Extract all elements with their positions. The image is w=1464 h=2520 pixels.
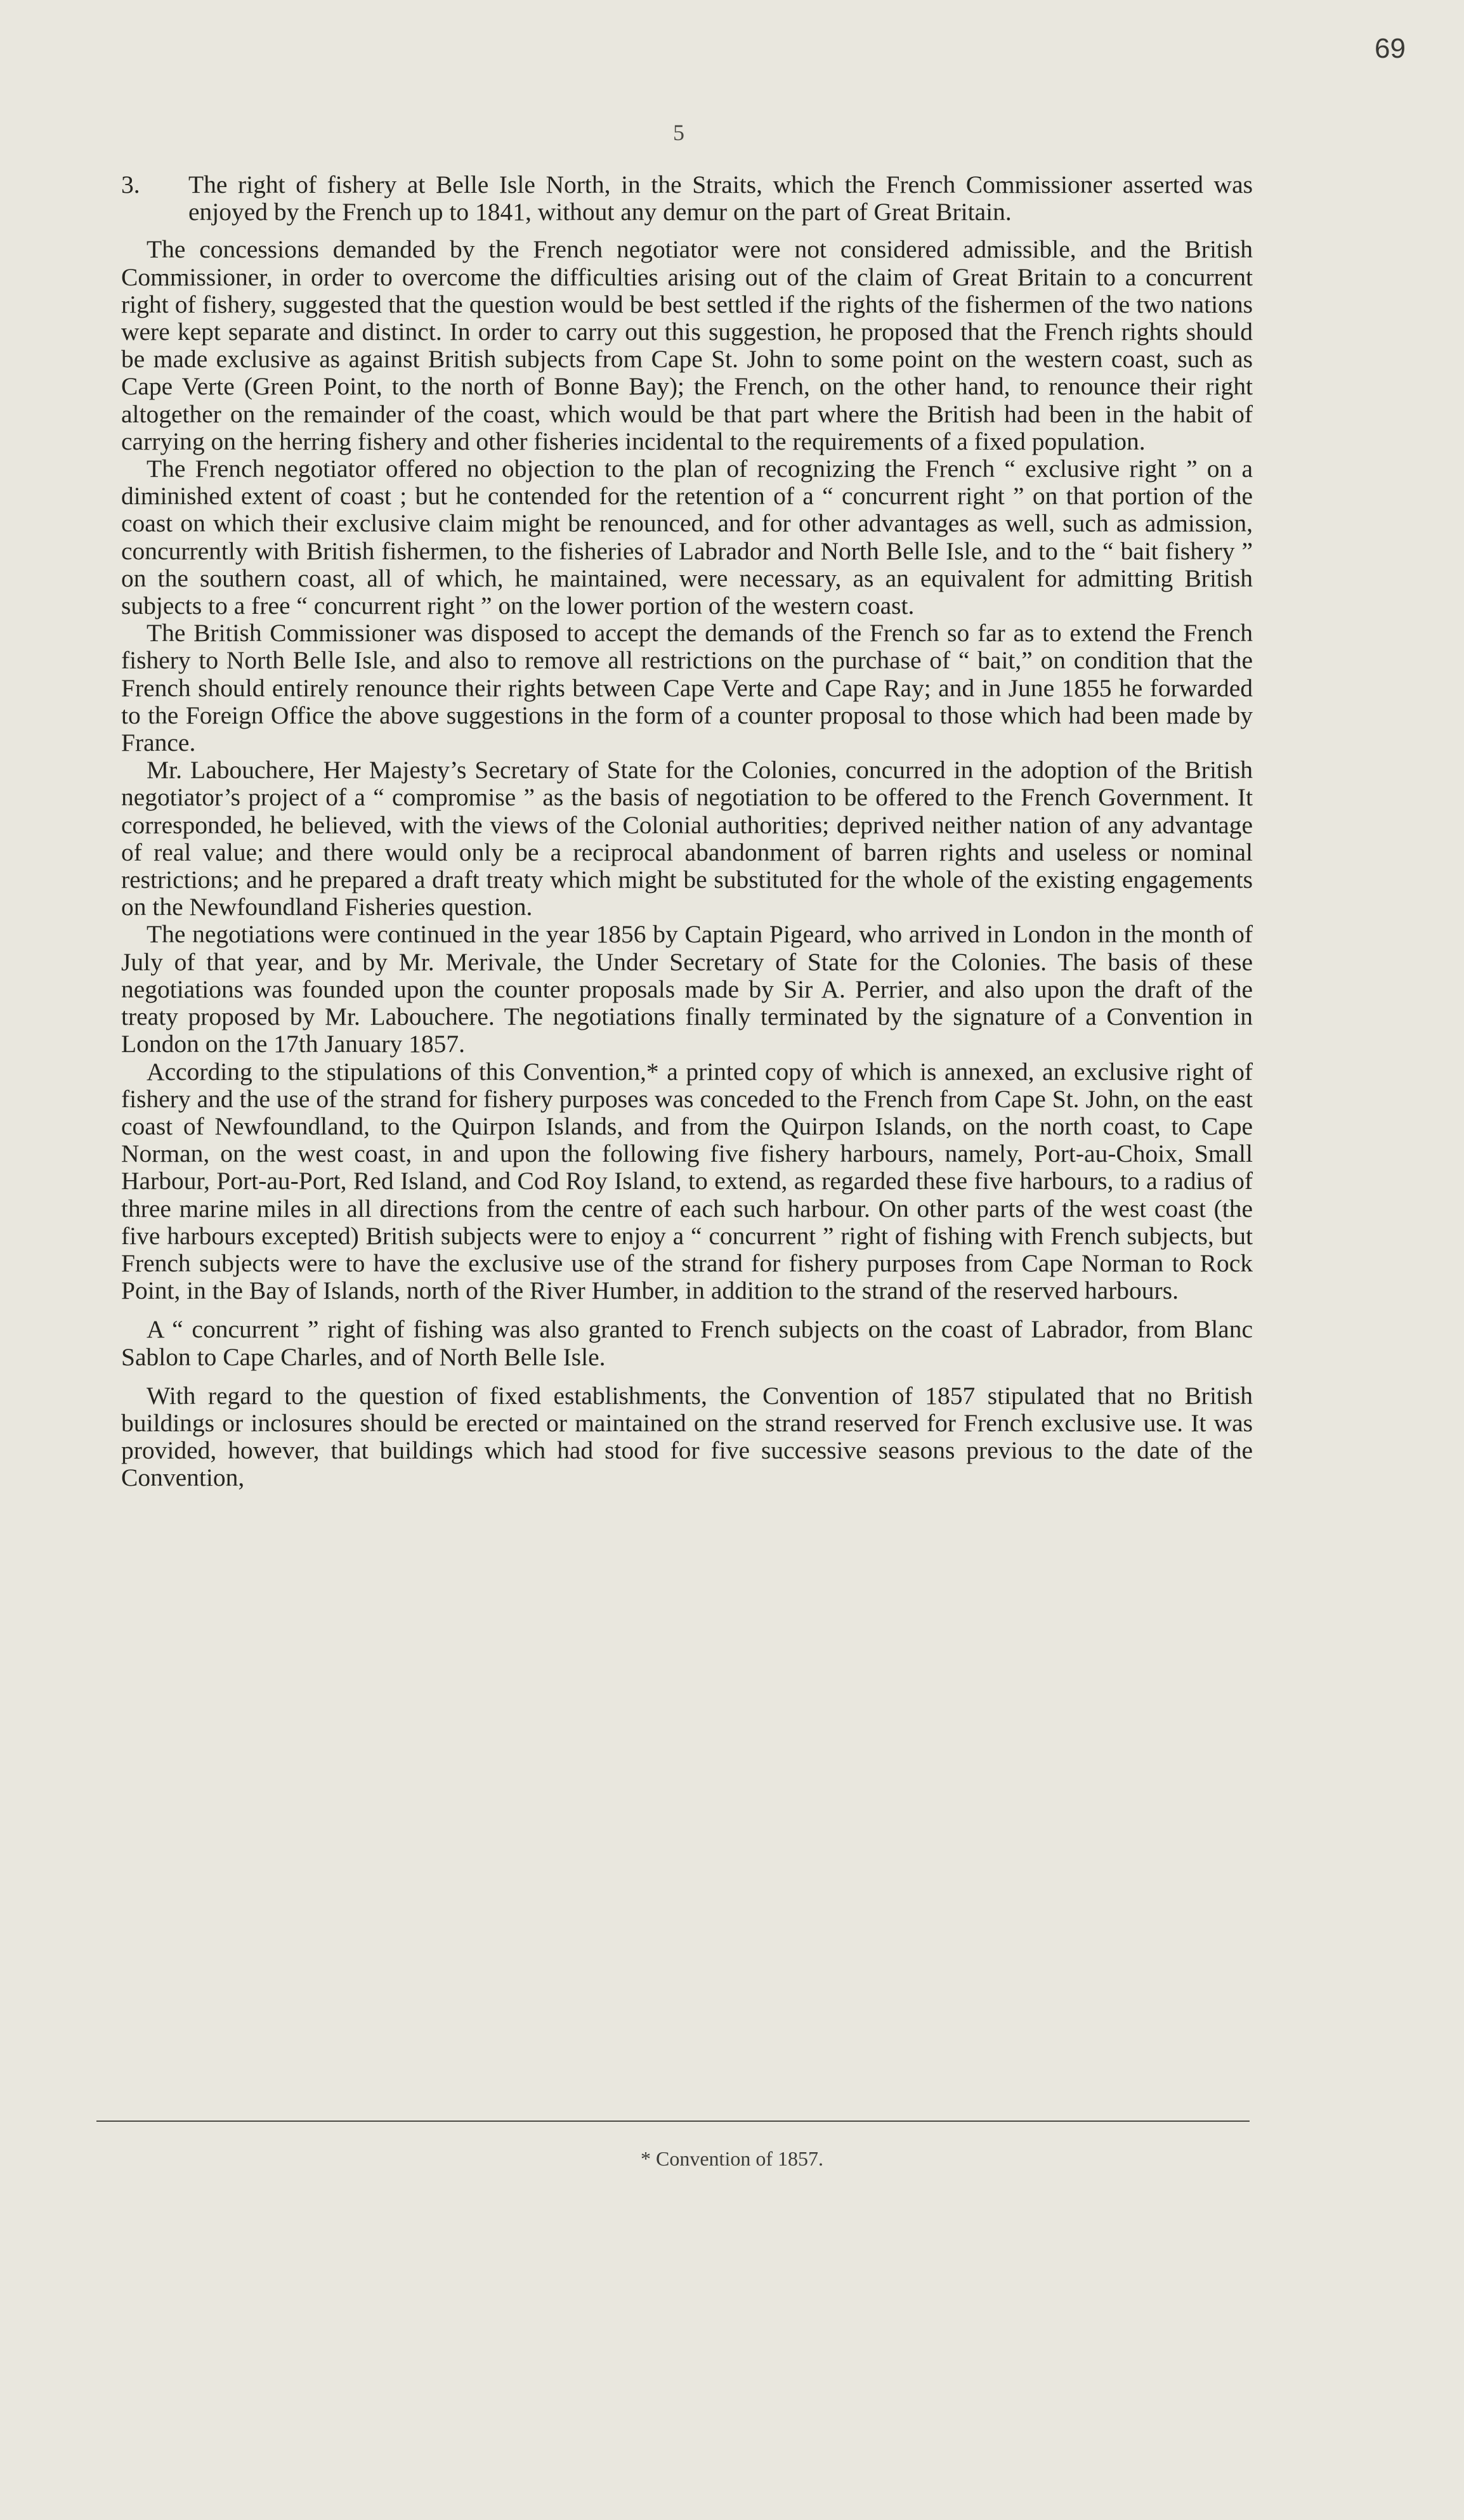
item-number: 3. [121, 171, 140, 198]
footnote: * Convention of 1857. [641, 2147, 823, 2170]
footnote-divider [96, 2121, 1250, 2122]
paragraph: The concessions demanded by the French negotiator were not considered admissible, and the British Commissioner, in order to overcome the difficulties arising out of the claim of Great Britain to a concurrent right of fishery, suggested that the question would be best settled if the rights of the fishermen of the two nations were kept separate and distinct. In order to carry out this suggestion, he proposed that the French rights should be made exclusive as against British subjects from Cape St. John to some point on the western coast, such as Cape Verte (Green Point, to the north of Bonne Bay); the French, on the other hand, to renounce their right altogether on the remainder of the coast, which would be that part where the British had been in the habit of carrying on the herring fishery and other fisheries incidental to the requirements of a fixed population. [121, 235, 1253, 455]
paragraph: With regard to the question of fixed establishments, the Convention of 1857 stipulated that no British buildings or inclosures should be erected or maintained on the strand reserved for French exclusive use. It was provided, however, that buildings which had stood for five successive seasons previous to the date of the Convention, [121, 1381, 1253, 1492]
paragraph: According to the stipulations of this Convention,* a printed copy of which is annexed, an exclusive right of fishery and the use of the strand for fishery purposes was conceded to the French from Cape St. John, on the east coast of Newfoundland, to the Quirpon Islands, and from the Quirpon Islands, on the north coast, to Cape Norman, on the west coast, in and upon the following five fishery harbours, namely, Port-au-Choix, Small Harbour, Port-au-Port, Red Island, and Cod Roy Island, to extend, as regarded these five harbours, to a radius of three marine miles in all directions from the centre of each such harbour. On other parts of the west coast (the five harbours excepted) British subjects were to enjoy a “ concurrent ” right of fishing with French subjects, but French subjects were to have the exclusive use of the strand for fishery purposes from Cape Norman to Rock Point, in the Bay of Islands, north of the River Humber, in addition to the strand of the reserved harbours. [121, 1057, 1253, 1305]
page-number: 5 [673, 120, 684, 145]
item-text: The right of fishery at Belle Isle North, in the Straits, which the French Commissioner asserted was enjoyed by the French up to 1841, without any demur on the part of Great Britain. [188, 171, 1253, 226]
archive-page-number: 69 [1375, 33, 1406, 64]
numbered-item [121, 171, 1253, 226]
paragraph: The negotiations were continued in the year 1856 by Captain Pigeard, who arrived in London in the month of July of that year, and by Mr. Merivale, the Under Secretary of State for the Colonies. The basis of these negotiations was founded upon the counter proposals made by Sir A. Perrier, and also upon the draft of the treaty proposed by Mr. Labouchere. The negotiations finally terminated by the signature of a Convention in London on the 17th January 1857. [121, 920, 1253, 1058]
paragraph: Mr. Labouchere, Her Majesty’s Secretary of State for the Colonies, concurred in the adoption of the British negotiator’s project of a “ compromise ” as the basis of negotiation to be offered to the French Government. It corresponded, he believed, with the views of the Colonial authorities; deprived neither nation of any advantage of real value; and there would only be a reciprocal abandonment of barren rights and useless or nominal restrictions; and he prepared a draft treaty which might be substituted for the whole of the existing engagements on the Newfoundland Fisheries question. [121, 756, 1253, 921]
paragraph: The French negotiator offered no objection to the plan of recognizing the French “ exclusive right ” on a diminished extent of coast ; but he contended for the retention of a “ concurrent right ” on that portion of the coast on which their exclusive claim might be renounced, and for other advantages as well, such as admission, concurrently with British fishermen, to the fisheries of Labrador and North Belle Isle, and to the “ bait fishery ” on the southern coast, all of which, he maintained, were necessary, as an equivalent for admitting British subjects to a free “ concurrent right ” on the lower portion of the western coast. [121, 455, 1253, 620]
paragraph: A “ concurrent ” right of fishing was also granted to French subjects on the coast of Labrador, from Blanc Sablon to Cape Charles, and of North Belle Isle. [121, 1315, 1253, 1371]
paragraph: The British Commissioner was disposed to accept the demands of the French so far as to extend the French fishery to North Belle Isle, and also to remove all restrictions on the purchase of “ bait,” on condition that the French should entirely renounce their rights between Cape Verte and Cape Ray; and in June 1855 he forwarded to the Foreign Office the above suggestions in the form of a counter proposal to those which had been made by France. [121, 619, 1253, 757]
document-body [121, 171, 1253, 1492]
